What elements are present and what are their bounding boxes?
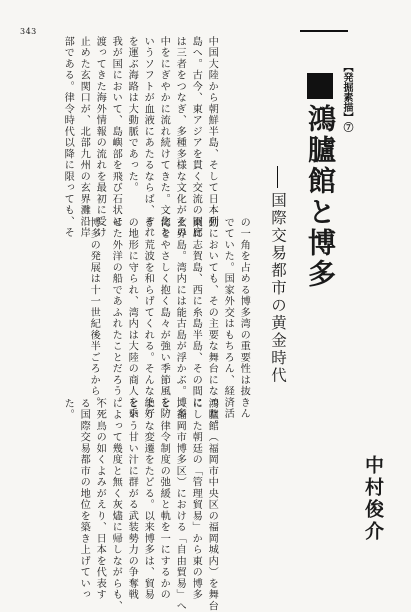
text-line: る国際交易都市の地位を築き上げていっ [78,398,90,601]
subtitle-dash [277,166,278,188]
text-line: 中をにぎやかに流れ続けてきた。文化と [158,36,170,239]
article-subtitle: 国際交易都市の黄金時代 [269,192,287,385]
text-line: 東に志賀島、西に糸島半島、その間に [190,217,202,409]
text-line: と、律令制度の弛緩と軌を一にするかの [158,398,170,601]
series-tag: 【発掘素描】⑦ [341,62,352,132]
text-line: の一角を占める博多湾の重要性は抜きん [238,217,250,420]
text-line: ぎ、荒波を和らげてくれる。そんな絶好 [142,217,154,420]
text-line: いうソフトが血液にあたるならば、それ [142,36,154,239]
page-number: 343 [20,27,37,36]
article-title: 鴻臚館と博多 [304,104,337,290]
text-line: 玄界島。湾内には能古島が浮かぶ。博多 [174,217,186,420]
author-name: 中村俊介 [362,455,384,543]
text-line: は三者をつなぎ、多種多様な文化がその [174,36,186,239]
text-line: という甘い汁に群がる武装勢力の争奪戦 [126,398,138,601]
text-line: 止めた玄関口が、北部九州の玄界灘沿岸 [78,36,90,239]
text-line: 島へ。古今、東アジアを貫く交流の回廊 [190,36,202,239]
title-square-mark [307,73,333,99]
text-line: 湾をやさしく抱く島々が強い季節風を防 [158,217,170,420]
text-line: の地形に守られ、湾内は大陸の商人を乗 [126,217,138,420]
title-rule [300,30,348,32]
text-line: 博多の発展は十一世紀後半ごろから。 [88,217,100,409]
text-line: 鴻臚館（福岡市中央区の福岡城内）を舞台 [206,398,218,612]
text-line: によって幾度と無く灰燼に帰しながらも、 [110,398,122,612]
text-line: 動においても、その主要な舞台になった。 [206,217,218,431]
text-line: 中国大陸から朝鮮半島、そして日本列 [206,36,218,228]
text-line: 部である。律令時代以降に限っても、そ [62,36,74,239]
text-line: 不死鳥の如くよみがえり、日本を代表す [94,398,106,601]
text-line: ような変遷をたどる。以来博多は、貿易 [142,398,154,601]
text-line: せた外洋の船であふれたことだろう。 [110,217,122,409]
text-line: でていた。国家外交はもちろん、経済活 [222,217,234,420]
text-line: （福岡市博多区）における「自由貿易」へ [174,398,186,612]
text-line: 我が国において、島嶼部を飛び石状に [110,36,122,228]
text-line: にした朝廷の「管理貿易」から東の博多 [190,398,202,601]
text-line: た。 [62,398,74,421]
text-line: 渡ってきた海外情報の流れを最初に受け [94,36,106,239]
text-line: を運ぶ海路は大動脈であった。 [126,36,138,194]
